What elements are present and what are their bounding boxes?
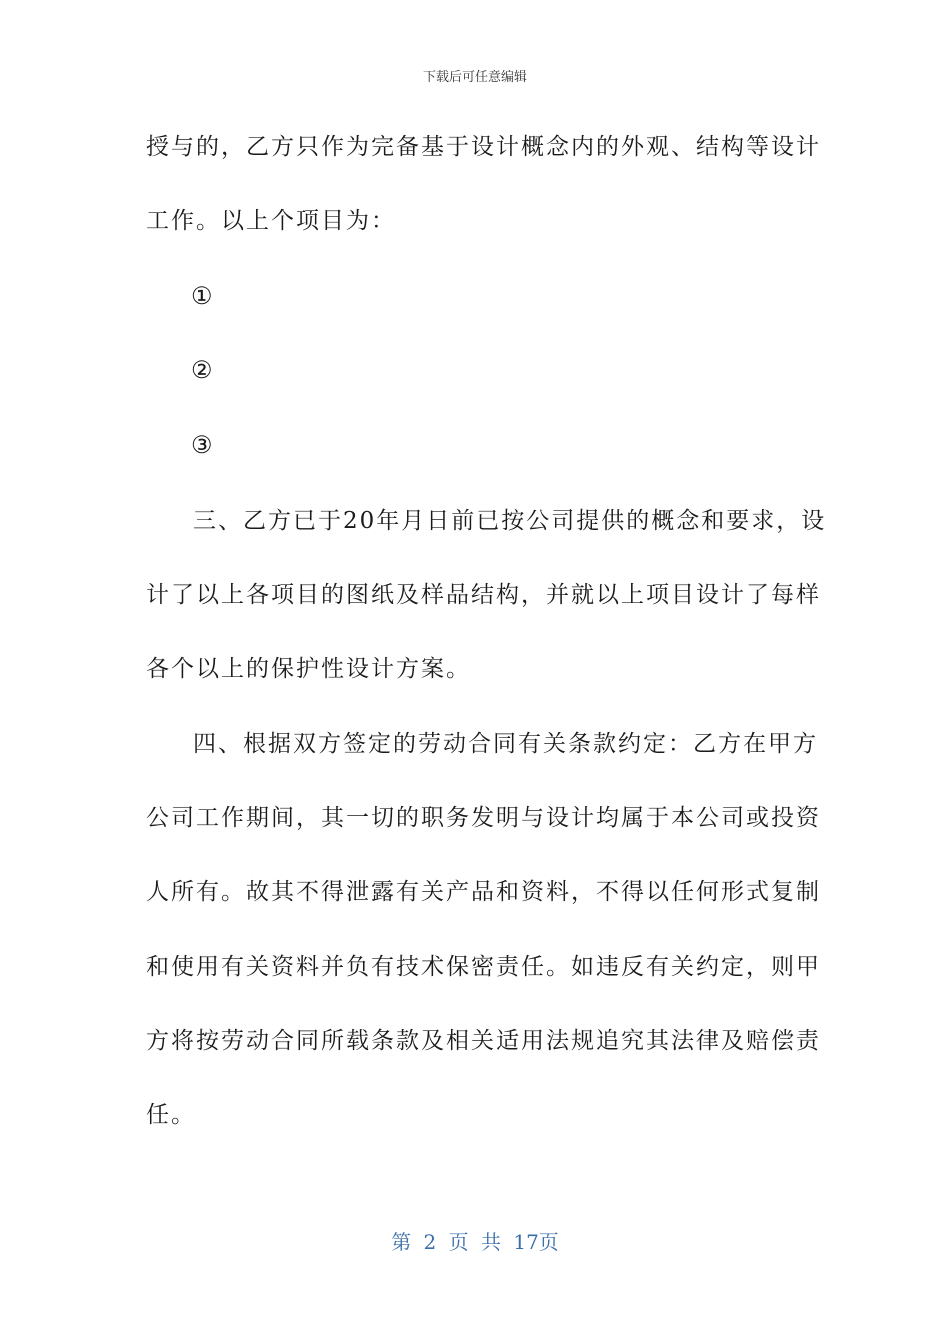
text-line: 和使用有关资料并负有技术保密责任。如违反有关约定，则甲 xyxy=(146,954,821,980)
text-line: 授与的，乙方只作为完备基于设计概念内的外观、结构等设计 xyxy=(146,134,821,160)
list-marker: ② xyxy=(191,356,215,384)
text-line: 公司工作期间，其一切的职务发明与设计均属于本公司或投资 xyxy=(146,805,821,831)
text-line: 任。 xyxy=(146,1102,196,1128)
paragraph-first-line: 三、乙方已于20年月日前已按公司提供的概念和要求，设 xyxy=(193,508,827,534)
text-line: 人所有。故其不得泄露有关产品和资料，不得以任何形式复制 xyxy=(146,879,821,905)
list-marker: ③ xyxy=(191,431,215,459)
paragraph-first-line: 四、根据双方签定的劳动合同有关条款约定：乙方在甲方 xyxy=(193,731,818,757)
text-line: 方将按劳动合同所载条款及相关适用法规追究其法律及赔偿责 xyxy=(146,1028,821,1054)
text-line: 工作。以上个项目为： xyxy=(146,208,396,234)
list-marker: ① xyxy=(191,282,215,310)
page-header: 下载后可任意编辑 xyxy=(422,70,527,85)
text-line: 各个以上的保护性设计方案。 xyxy=(146,656,471,682)
page-footer: 第 2 页 共 17页 xyxy=(391,1230,559,1254)
text-line: 计了以上各项目的图纸及样品结构，并就以上项目设计了每样 xyxy=(146,582,821,608)
